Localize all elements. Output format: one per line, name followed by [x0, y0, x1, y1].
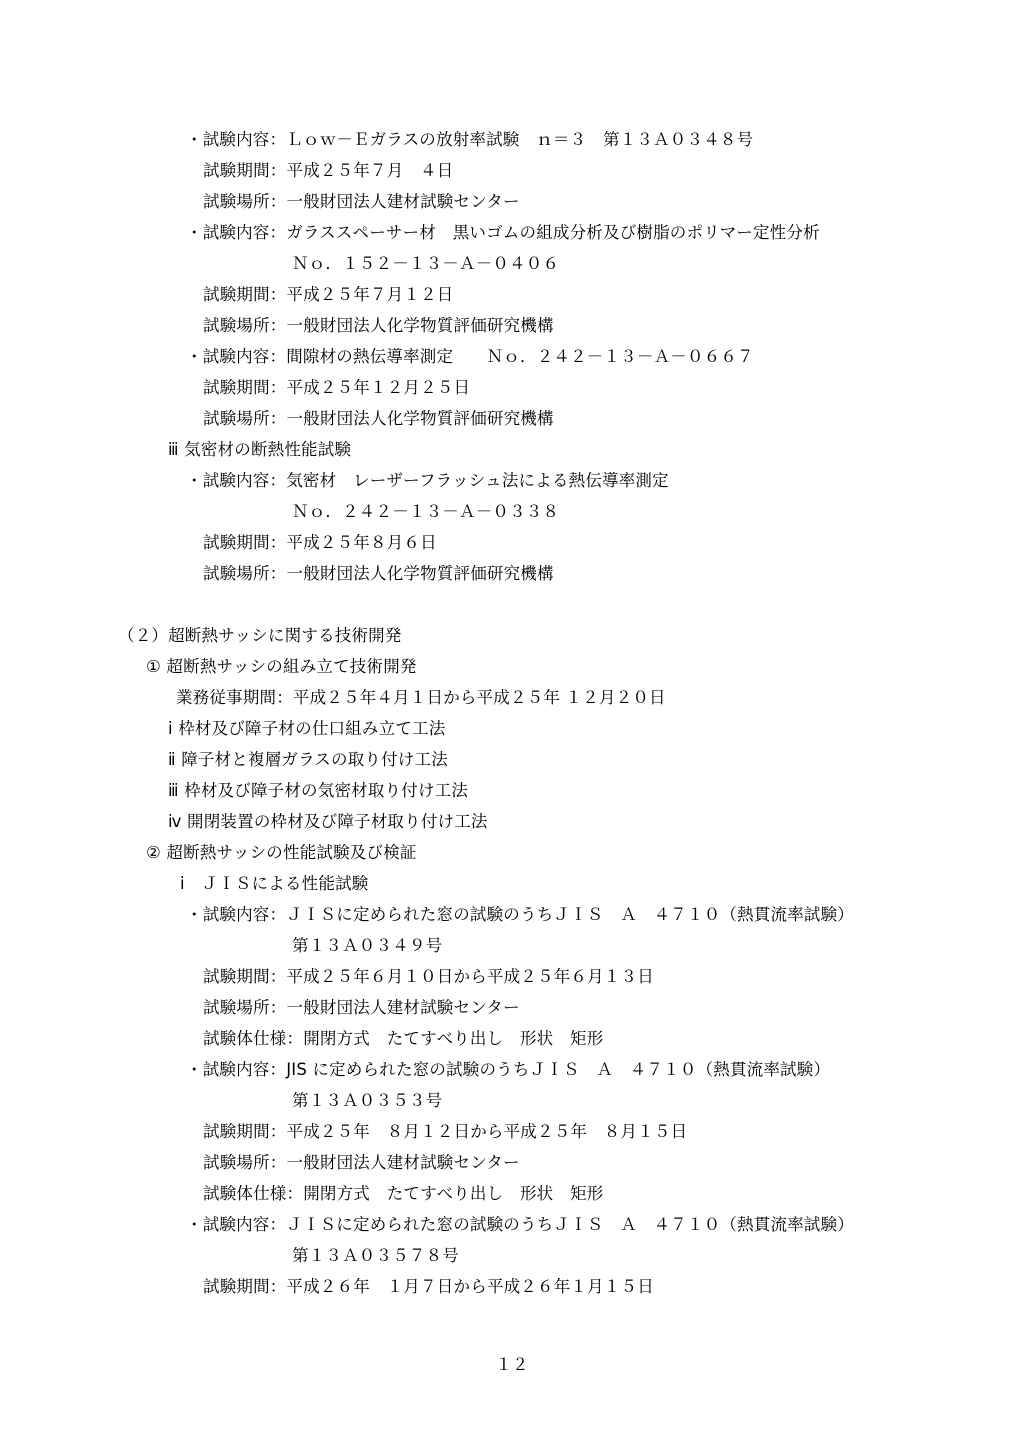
subsection-heading: ⅳ 開閉装置の枠材及び障子材取り付け工法: [168, 812, 488, 831]
test-content-line: ・試験内容：気密材 レーザーフラッシュ法による熱伝導率測定: [186, 471, 669, 490]
subsection-heading: ⅰ ＪＩＳによる性能試験: [180, 874, 369, 893]
test-period-line: 試験期間：平成２５年７月１２日: [203, 285, 454, 304]
subsection-heading: ⅱ 障子材と複層ガラスの取り付け工法: [168, 750, 448, 769]
test-number-line: Ｎｏ．１５２－１３－Ａ－０４０６: [292, 254, 560, 273]
test-location-line: 試験場所：一般財団法人建材試験センター: [203, 998, 520, 1017]
test-period-line: 試験期間：平成２６年 １月７日から平成２６年１月１５日: [203, 1277, 654, 1296]
test-content-line: ・試験内容：ガラススペーサー材 黒いゴムの組成分析及び樹脂のポリマー定性分析: [186, 223, 820, 242]
test-location-line: 試験場所：一般財団法人化学物質評価研究機構: [203, 316, 554, 335]
test-number-line: 第１３Ａ０３４９号: [292, 936, 443, 955]
test-number-line: Ｎｏ．２４２－１３－Ａ－０３３８: [292, 502, 560, 521]
item-heading: ① 超断熱サッシの組み立て技術開発: [146, 657, 417, 676]
test-content-line: ・試験内容：Ｌｏｗ－Ｅガラスの放射率試験 ｎ＝３ 第１３Ａ０３４８号: [186, 130, 754, 149]
test-period-line: 試験期間：平成２５年８月６日: [203, 533, 437, 552]
specimen-spec-line: 試験体仕様：開閉方式 たてすべり出し 形状 矩形: [203, 1029, 604, 1048]
test-location-line: 試験場所：一般財団法人建材試験センター: [203, 1153, 520, 1172]
test-period-line: 試験期間：平成２５年 ８月１２日から平成２５年 ８月１５日: [203, 1122, 688, 1141]
item-heading: ② 超断熱サッシの性能試験及び検証: [146, 843, 417, 862]
test-content-line: ・試験内容：ＪＩＳに定められた窓の試験のうちＪＩＳ Ａ ４７１０（熱貫流率試験）: [186, 905, 854, 924]
subsection-heading: ⅲ 気密材の断熱性能試験: [168, 440, 352, 459]
specimen-spec-line: 試験体仕様：開閉方式 たてすべり出し 形状 矩形: [203, 1184, 604, 1203]
test-location-line: 試験場所：一般財団法人化学物質評価研究機構: [203, 564, 554, 583]
test-content-line: ・試験内容：JIS に定められた窓の試験のうちＪＩＳ Ａ ４７１０（熱貫流率試験）: [186, 1060, 831, 1079]
test-number-line: 第１３Ａ０３５３号: [292, 1091, 443, 1110]
page-number: １２: [495, 1355, 529, 1374]
subsection-heading: ⅲ 枠材及び障子材の気密材取り付け工法: [168, 781, 469, 800]
test-content-line: ・試験内容：間隙材の熱伝導率測定 Ｎｏ．２４２－１３－Ａ－０６６７: [186, 347, 754, 366]
work-period-line: 業務従事期間：平成２５年４月１日から平成２５年 １２月２０日: [176, 688, 666, 707]
test-content-line: ・試験内容：ＪＩＳに定められた窓の試験のうちＪＩＳ Ａ ４７１０（熱貫流率試験）: [186, 1215, 854, 1234]
test-location-line: 試験場所：一般財団法人化学物質評価研究機構: [203, 409, 554, 428]
test-number-line: 第１３Ａ０３５７８号: [292, 1246, 459, 1265]
section-heading: （２）超断熱サッシに関する技術開発: [118, 626, 402, 645]
test-period-line: 試験期間：平成２５年７月 ４日: [203, 161, 454, 180]
test-period-line: 試験期間：平成２５年６月１０日から平成２５年６月１３日: [203, 967, 654, 986]
test-period-line: 試験期間：平成２５年１２月２５日: [203, 378, 471, 397]
test-location-line: 試験場所：一般財団法人建材試験センター: [203, 192, 520, 211]
subsection-heading: ⅰ 枠材及び障子材の仕口組み立て工法: [168, 719, 446, 738]
